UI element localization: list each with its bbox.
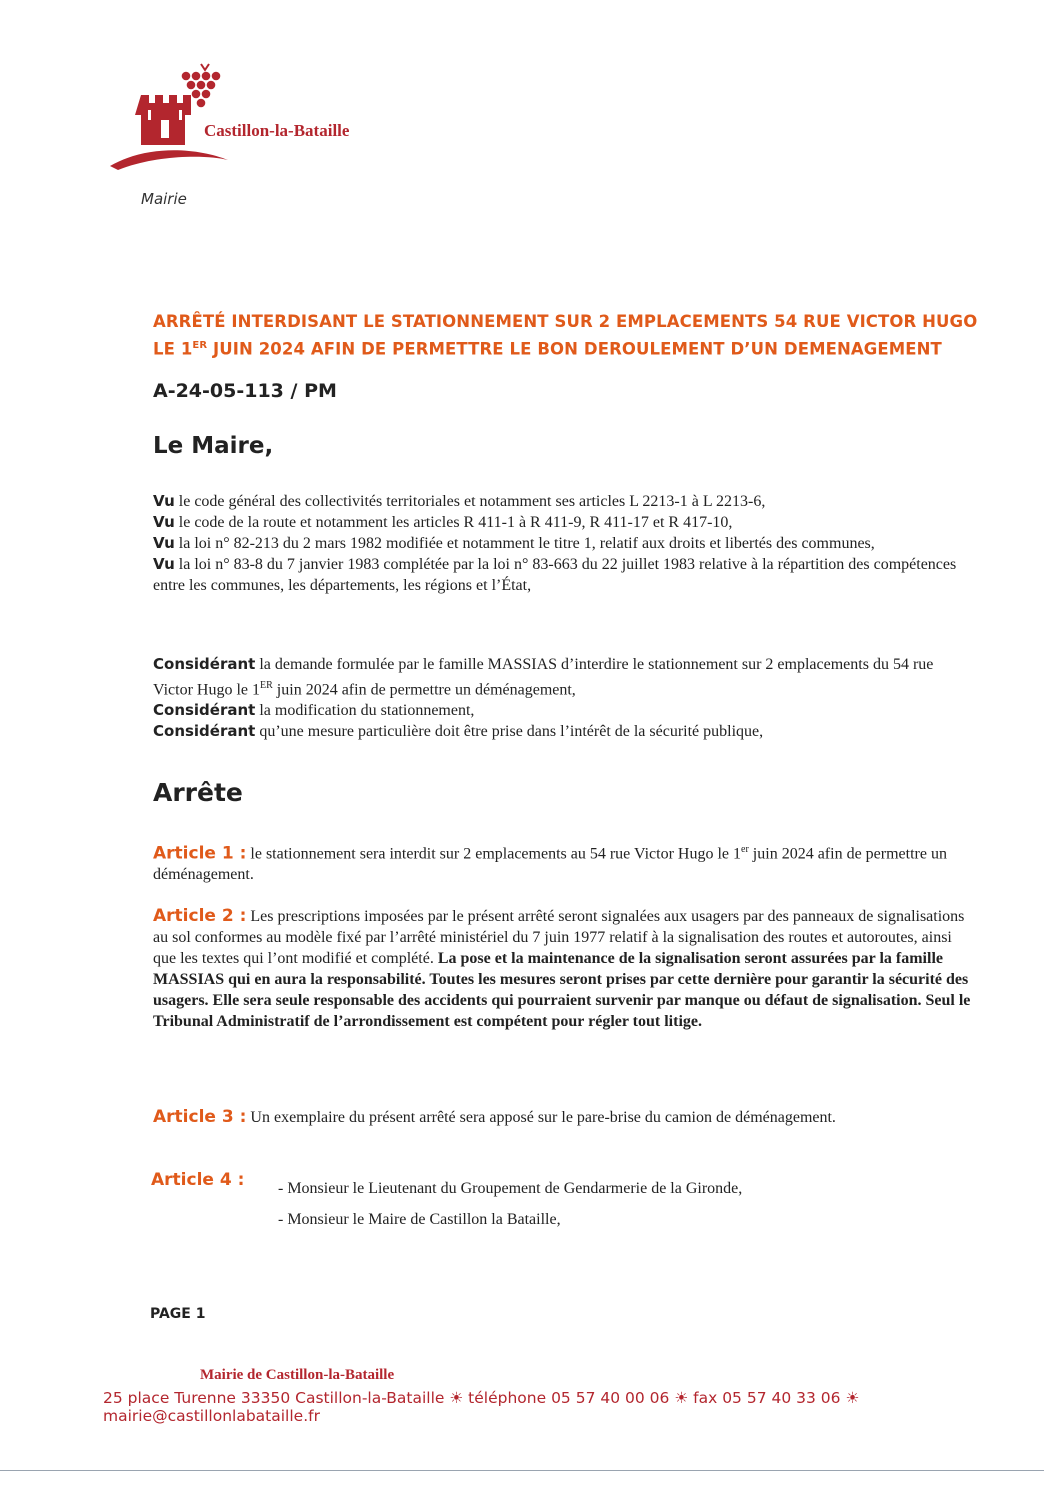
vu-item	[153, 491, 973, 512]
considerant-keyword: Considérant	[153, 655, 256, 673]
title-line-2-start: LE 1	[153, 339, 193, 359]
article-3-label: Article 3 :	[153, 1107, 247, 1127]
vu-keyword: Vu	[153, 492, 175, 510]
logo-town-name: Castillon-la-Bataille	[204, 121, 350, 140]
vu-text: la loi n° 83-8 du 7 janvier 1983 complétée par la loi n° 83-663 du 22 juillet 1983 relative à la répartition des compétences entre les communes, les départements, les régions et l’État,	[153, 556, 957, 594]
vu-block	[153, 491, 973, 596]
vu-text: le code général des collectivités territoriales et notamment ses articles L 2213-1 à L 2213-6,	[174, 493, 766, 510]
vu-keyword: Vu	[153, 513, 175, 531]
title-line-2-sup: ER	[192, 340, 208, 351]
article-2-text: Les prescriptions imposées par le présent arrêté seront signalées aux usagers par des panneaux de signalisations au sol conformes au modèle fixé par l’arrêté ministériel du 7 juin 1977 relatif à la signalisation des routes et autoroutes, ainsi que les textes qui l’ont modifié et complété.	[153, 908, 965, 967]
vu-item	[153, 533, 973, 554]
considerant-keyword: Considérant	[153, 701, 256, 720]
article-1-text-end: juin 2024 afin de permettre un déménagement.	[153, 845, 947, 884]
article-3	[153, 1107, 973, 1128]
article-2	[153, 906, 973, 1032]
considerant-text: qu’une mesure particulière doit être prise dans l’intérêt de la sécurité publique,	[255, 723, 764, 741]
title-line-1: ARRÊTÉ INTERDISANT LE STATIONNEMENT SUR 2 EMPLACEMENTS 54 RUE VICTOR HUGO	[153, 312, 978, 331]
article-4-item: - Monsieur le Maire de Castillon la Bataille,	[278, 1211, 561, 1228]
tower-icon	[135, 95, 191, 145]
article-2-bold-text: La pose et la maintenance de la signalisation seront assurées par la famille MASSIAS qui en aura la responsabilité. Toutes les mesures seront prises par cette dernière pour garantir la sécurité des usagers. Elle sera seule responsable des accidents qui pourraient survenir par manque ou défaut de signalisation. Seul le Tribunal Administratif de l’arrondissement est compétent pour régler tout litige.	[153, 950, 971, 1030]
article-2-label: Article 2 :	[153, 906, 247, 926]
footer-mairie-name: Mairie de Castillon-la-Bataille	[200, 1367, 395, 1383]
article-3-text: Un exemplaire du présent arrêté sera apposé sur le pare-brise du camion de déménagement.	[246, 1109, 836, 1126]
considerant-item	[153, 721, 973, 742]
vu-keyword: Vu	[153, 555, 175, 573]
considerant-text: la modification du stationnement,	[255, 702, 475, 720]
reference-number: A-24-05-113 / PM	[153, 380, 337, 402]
river-swoosh-icon	[110, 150, 228, 170]
vu-item	[153, 554, 973, 596]
considerant-text: la demande formulée par le famille MASSIAS d’interdire le stationnement sur 2 emplacements du 54 rue Victor Hugo le 1	[153, 656, 934, 699]
article-1-text: le stationnement sera interdit sur 2 emplacements au 54 rue Victor Hugo le 1	[246, 845, 742, 863]
article-4-list	[278, 1173, 742, 1235]
footer-divider	[0, 1470, 1044, 1471]
article-1-sup: er	[741, 844, 749, 855]
article-4-item: - Monsieur le Lieutenant du Groupement de Gendarmerie de la Gironde,	[278, 1180, 743, 1197]
footer-address: 25 place Turenne 33350 Castillon-la-Bataille ☀ téléphone 05 57 40 00 06 ☀ fax 05 57 40 33 06 ☀ mairie@castillonlabataille.fr	[103, 1389, 860, 1425]
heading-arrete: Arrête	[153, 778, 243, 807]
vu-item	[153, 512, 973, 533]
considerant-item	[153, 700, 973, 721]
considerant-block	[153, 654, 973, 742]
considerant-keyword: Considérant	[153, 722, 256, 741]
article-1-label: Article 1 :	[153, 843, 247, 864]
article-4-label: Article 4 :	[151, 1170, 245, 1190]
vu-text: la loi n° 82-213 du 2 mars 1982 modifiée et notamment le titre 1, relatif aux droits et libertés des communes,	[174, 535, 875, 552]
heading-le-maire: Le Maire,	[153, 433, 274, 459]
title-line-2	[153, 334, 993, 362]
article-1	[153, 839, 973, 885]
considerant-text-end: juin 2024 afin de permettre un déménagement,	[272, 681, 576, 699]
considerant-item	[153, 654, 973, 700]
title-line-2-end: JUIN 2024 AFIN DE PERMETTRE LE BON DEROULEMENT D’UN DEMENAGEMENT	[207, 339, 942, 359]
vu-text: le code de la route et notamment les articles R 411-1 à R 411-9, R 411-17 et R 417-10,	[174, 514, 733, 531]
document-title	[153, 310, 993, 362]
page-number: PAGE 1	[150, 1306, 206, 1322]
logo-subtitle: Mairie	[141, 190, 187, 208]
vu-keyword: Vu	[153, 534, 175, 552]
considerant-sup: ER	[260, 680, 273, 691]
